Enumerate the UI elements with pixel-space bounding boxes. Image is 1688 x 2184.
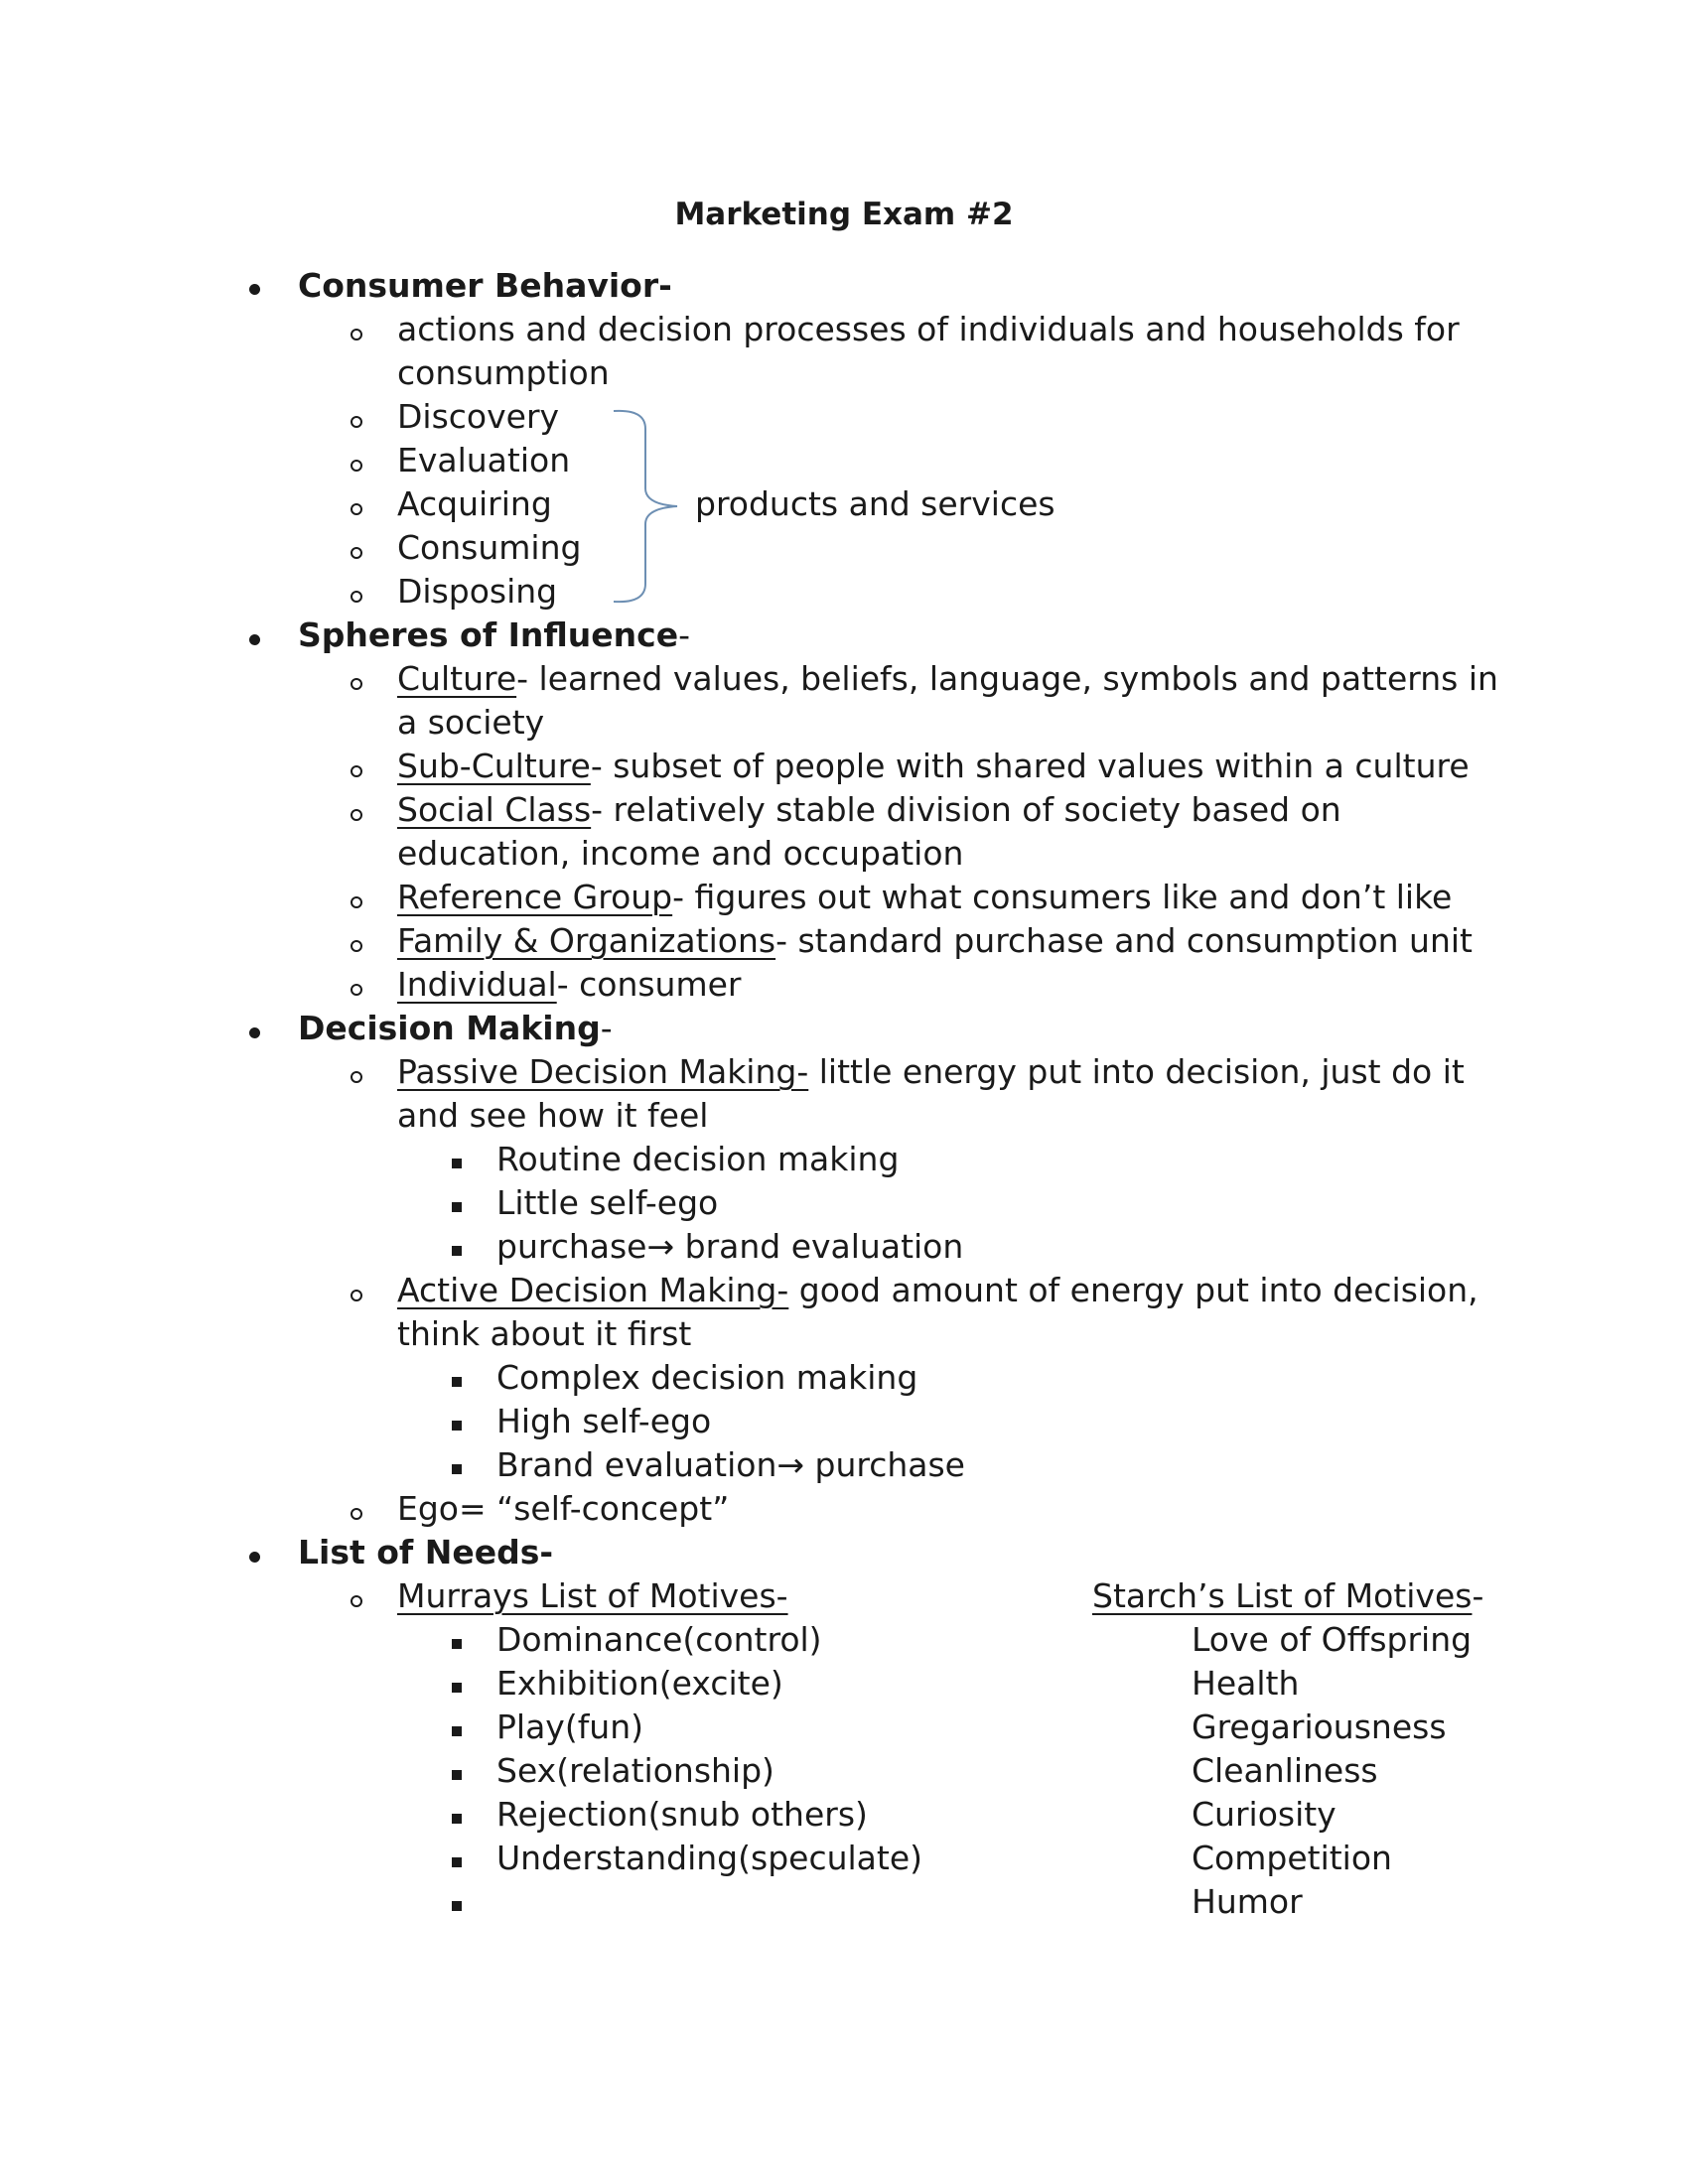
sphere-item-culture — [397, 657, 1498, 701]
starch-motive: Gregariousness — [1192, 1707, 1447, 1746]
starch-motive: Health — [1192, 1664, 1300, 1703]
heading-suffix: - — [678, 615, 691, 654]
bullet-square-icon — [452, 1857, 462, 1867]
bullet-circle-icon — [351, 940, 362, 952]
bullet-square-icon — [452, 1159, 462, 1168]
bullet-circle-icon — [351, 678, 362, 690]
term: Active Decision Making- — [397, 1271, 789, 1309]
bullet-square-icon — [452, 1464, 462, 1474]
starch-motive: Humor — [1192, 1882, 1303, 1921]
sphere-item-individual — [397, 963, 742, 1007]
starch-motive: Love of Offspring — [1192, 1620, 1473, 1659]
starch-list-heading — [1092, 1574, 1483, 1618]
term-description: - figures out what consumers like and don’t like — [672, 878, 1453, 916]
definition-line: actions and decision processes of individuals and households for — [397, 310, 1460, 348]
starch-motive: Competition — [1192, 1839, 1392, 1877]
murray-motive: Understanding(speculate) — [496, 1839, 923, 1877]
murray-motive: Exhibition(excite) — [496, 1664, 783, 1703]
starch-motive: Curiosity — [1192, 1795, 1336, 1834]
bullet-circle-icon — [351, 984, 362, 996]
stage-item: Acquiring — [397, 484, 552, 523]
bullet-square-icon — [452, 1246, 462, 1256]
bullet-square-icon — [452, 1683, 462, 1693]
section-heading-list-of-needs: List of Needs- — [298, 1533, 554, 1571]
bullet-disc-icon — [249, 1027, 260, 1038]
bullet-circle-icon — [351, 896, 362, 908]
sub-point: purchase→ brand evaluation — [496, 1227, 964, 1266]
starch-heading-text: Starch’s List of Motives — [1092, 1576, 1473, 1615]
term-description: - learned values, beliefs, language, symbols and patterns in — [516, 659, 1498, 698]
term-description-continued: a society — [397, 703, 545, 742]
sub-point: Little self-ego — [496, 1183, 719, 1222]
section-heading-text: Spheres of Influence — [298, 615, 679, 654]
sub-point: Routine decision making — [496, 1140, 900, 1178]
term: Social Class — [397, 790, 592, 829]
term-description: - relatively stable division of society based on — [591, 790, 1341, 829]
passive-decision-making — [397, 1050, 1465, 1094]
bullet-square-icon — [452, 1726, 462, 1736]
page-title: Marketing Exam #2 — [674, 197, 1014, 232]
term-description-continued: think about it first — [397, 1314, 692, 1353]
sphere-item-social-class — [397, 788, 1341, 832]
stage-item: Discovery — [397, 397, 560, 436]
bullet-circle-icon — [351, 591, 362, 603]
murray-list-heading: Murrays List of Motives- — [397, 1576, 788, 1615]
murray-motive: Rejection(snub others) — [496, 1795, 868, 1834]
bullet-square-icon — [452, 1901, 462, 1911]
murray-motive: Dominance(control) — [496, 1620, 822, 1659]
sub-point: Complex decision making — [496, 1358, 918, 1397]
bullet-circle-icon — [351, 1290, 362, 1301]
term: Sub-Culture — [397, 747, 591, 785]
brace-label: products and services — [695, 484, 1055, 523]
starch-motive: Cleanliness — [1192, 1751, 1378, 1790]
sub-point: Brand evaluation→ purchase — [496, 1445, 965, 1484]
term-description: little energy put into decision, just do it — [808, 1052, 1465, 1091]
bullet-disc-icon — [249, 1552, 260, 1563]
term: Individual — [397, 965, 557, 1004]
section-heading-decision-making — [298, 1007, 613, 1050]
sphere-item-reference-group — [397, 876, 1452, 919]
term-description-continued: education, income and occupation — [397, 834, 964, 873]
ego-definition: Ego= “self-concept” — [397, 1489, 730, 1528]
bullet-circle-icon — [351, 1071, 362, 1083]
term-description-continued: and see how it feel — [397, 1096, 709, 1135]
section-heading-spheres — [298, 614, 690, 657]
stage-item: Disposing — [397, 572, 558, 611]
section-heading-text: Decision Making — [298, 1009, 601, 1047]
term-description: - standard purchase and consumption unit — [775, 921, 1473, 960]
bullet-circle-icon — [351, 809, 362, 821]
sub-point: High self-ego — [496, 1402, 712, 1440]
term-description: - subset of people with shared values within a culture — [590, 747, 1470, 785]
bullet-circle-icon — [351, 547, 362, 559]
section-heading-consumer-behavior: Consumer Behavior- — [298, 266, 672, 305]
bullet-circle-icon — [351, 1508, 362, 1520]
term-description: good amount of energy put into decision, — [788, 1271, 1478, 1309]
stage-item: Consuming — [397, 528, 582, 567]
term: Passive Decision Making- — [397, 1052, 809, 1091]
bullet-circle-icon — [351, 765, 362, 777]
active-decision-making — [397, 1269, 1478, 1312]
bullet-circle-icon — [351, 416, 362, 428]
sphere-item-sub-culture — [397, 745, 1470, 788]
bullet-square-icon — [452, 1202, 462, 1212]
term-description: - consumer — [556, 965, 742, 1004]
bullet-disc-icon — [249, 284, 260, 295]
heading-suffix: - — [600, 1009, 613, 1047]
bullet-square-icon — [452, 1639, 462, 1649]
bullet-disc-icon — [249, 634, 260, 645]
murray-motive: Sex(relationship) — [496, 1751, 774, 1790]
bullet-square-icon — [452, 1421, 462, 1431]
definition-line: consumption — [397, 353, 610, 392]
bullet-circle-icon — [351, 460, 362, 472]
bullet-circle-icon — [351, 329, 362, 341]
term: Reference Group — [397, 878, 673, 916]
bullet-circle-icon — [351, 1595, 362, 1607]
sphere-item-family — [397, 919, 1473, 963]
murray-motive: Play(fun) — [496, 1707, 644, 1746]
term: Culture — [397, 659, 517, 698]
heading-suffix: - — [1472, 1576, 1484, 1615]
bullet-square-icon — [452, 1814, 462, 1824]
stage-item: Evaluation — [397, 441, 571, 479]
term: Family & Organizations — [397, 921, 776, 960]
curly-brace-icon — [608, 407, 687, 606]
bullet-circle-icon — [351, 503, 362, 515]
bullet-square-icon — [452, 1770, 462, 1780]
bullet-square-icon — [452, 1377, 462, 1387]
